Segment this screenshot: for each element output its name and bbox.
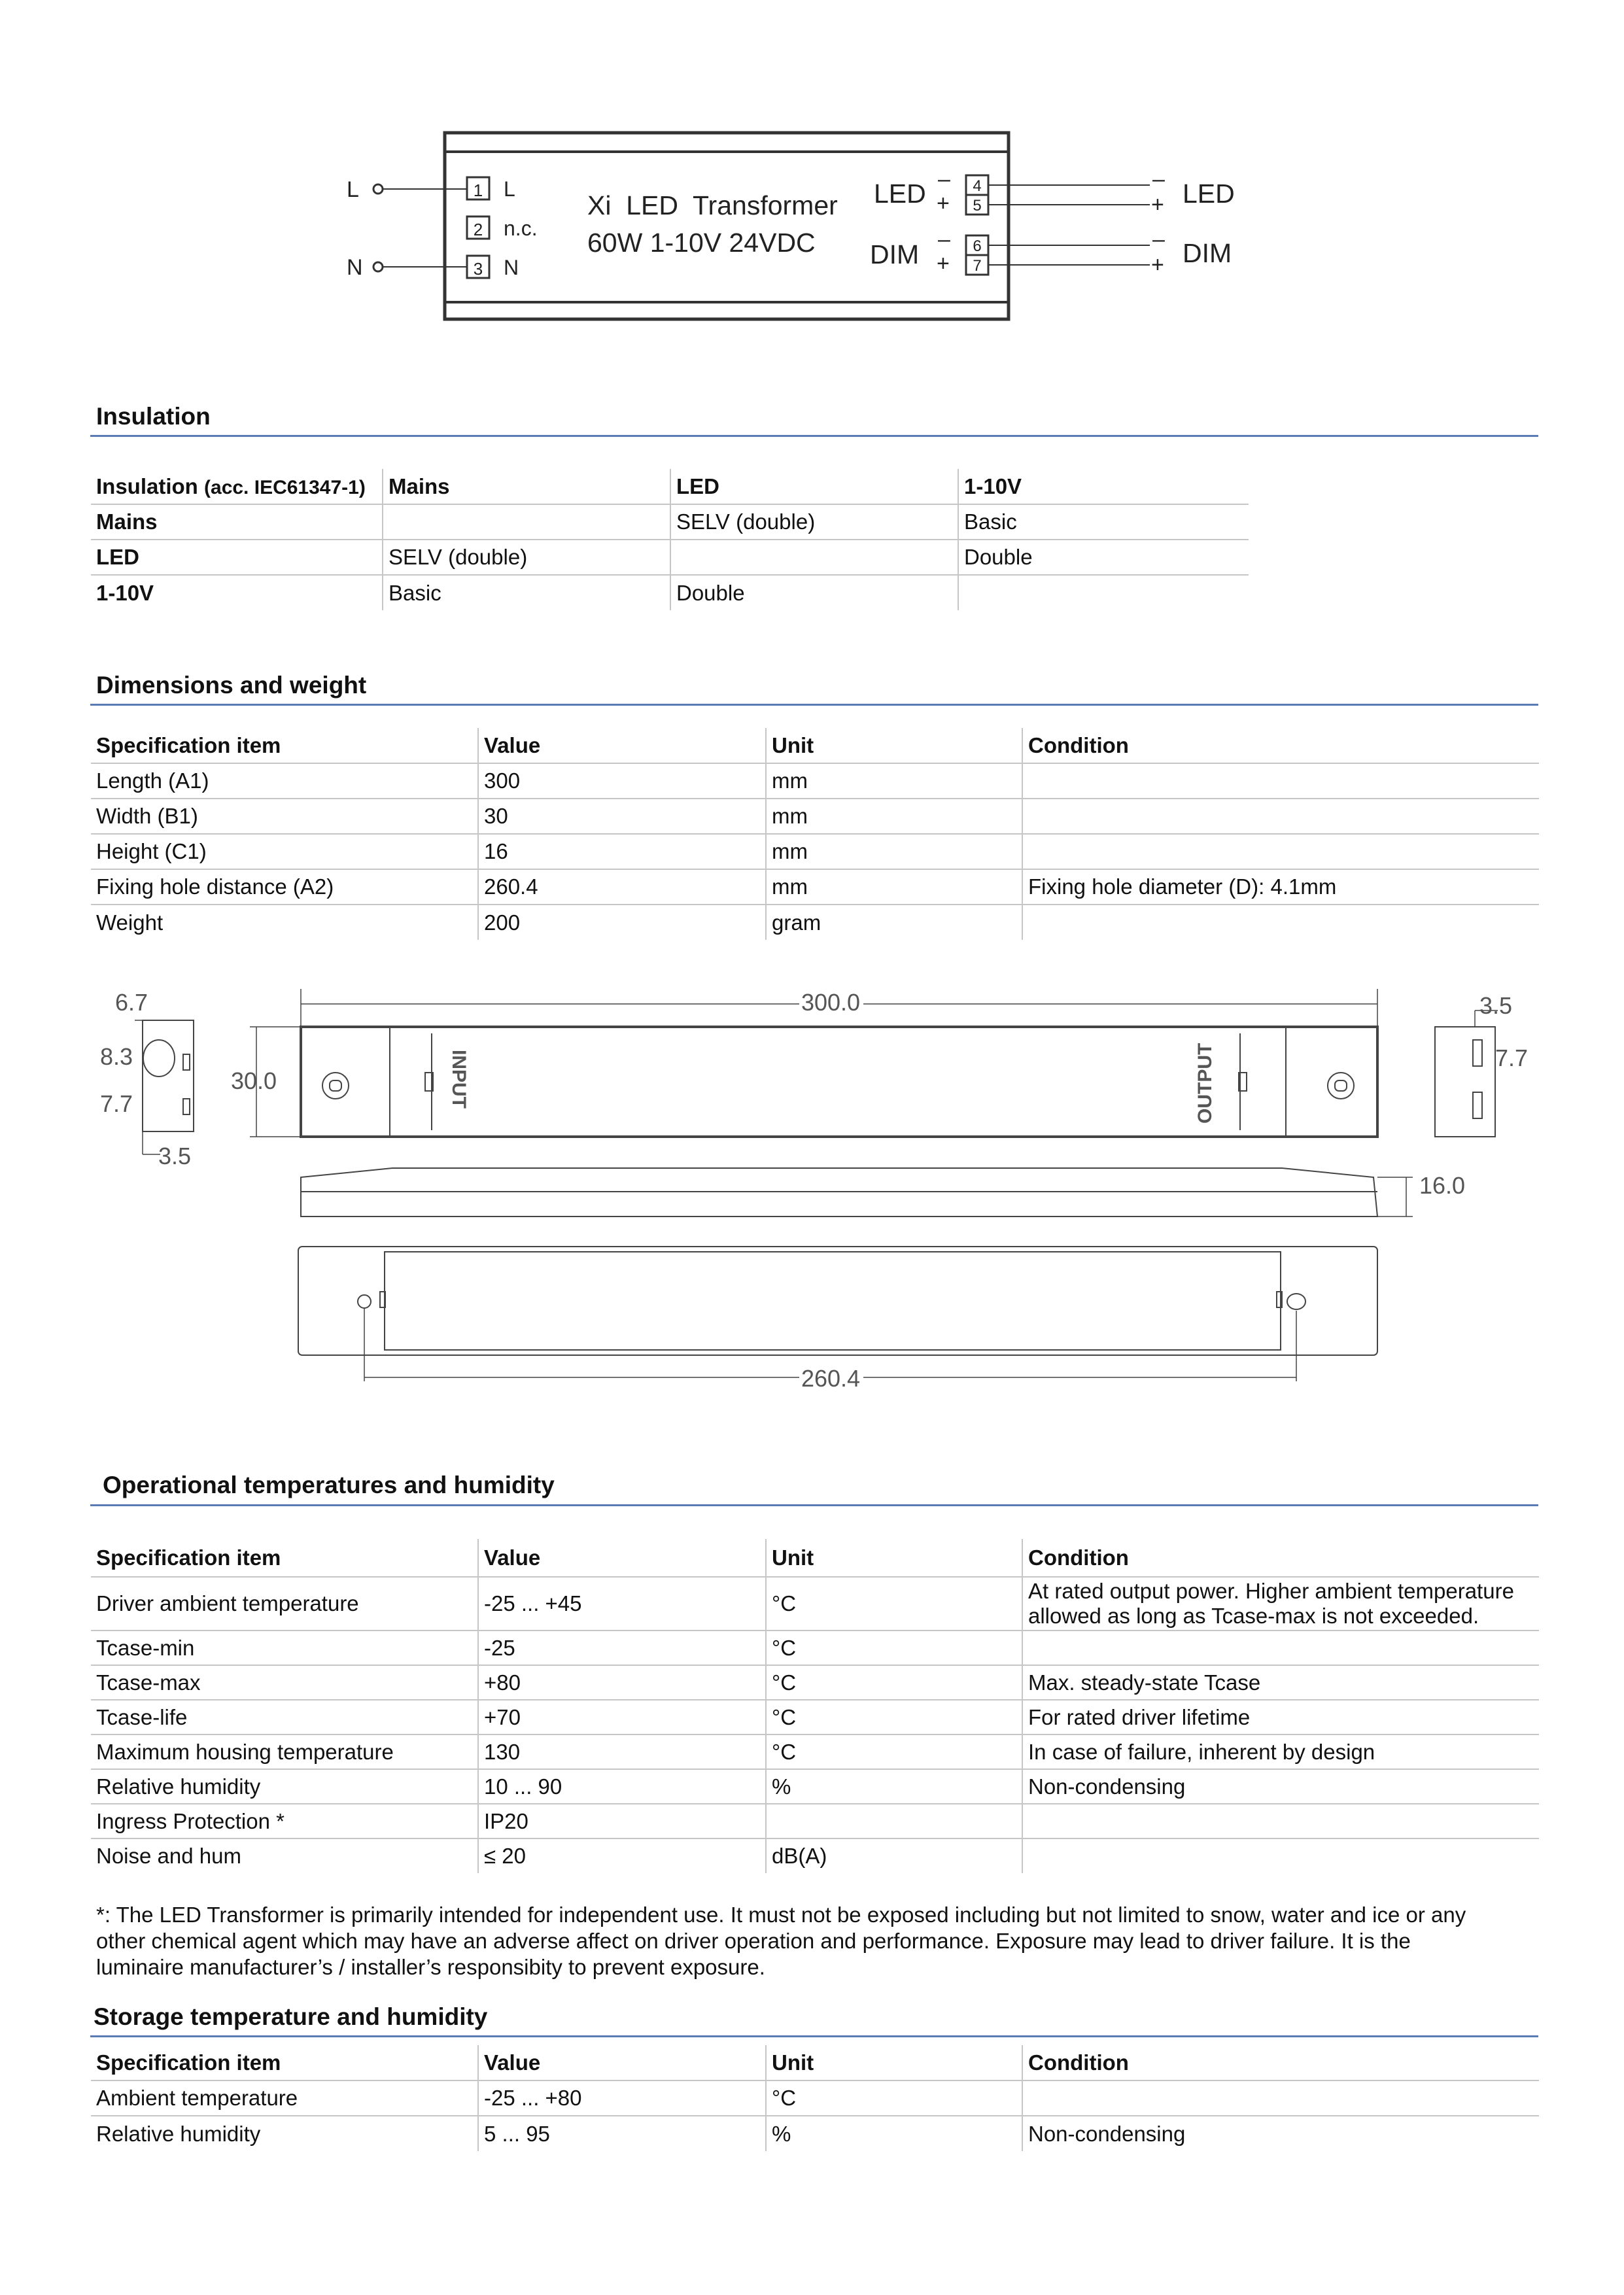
table-cell (670, 540, 958, 575)
output-label: OUTPUT (1194, 1043, 1216, 1124)
led-group-label-inner: LED (874, 179, 926, 209)
table-cell: Maximum housing temperature (91, 1734, 478, 1769)
table-cell: Height (C1) (91, 834, 478, 869)
dim-plus-outer: + (1151, 252, 1164, 277)
table-cell (1022, 799, 1539, 834)
width-dim-label: 30.0 (230, 1067, 277, 1094)
left-end-hole (143, 1040, 175, 1077)
table-cell: Driver ambient temperature (91, 1577, 478, 1631)
operational-divider (90, 1504, 1538, 1506)
fixing-hole-left-slot (330, 1080, 341, 1091)
table-cell: 200 (478, 905, 766, 940)
table-cell: 1-10V (96, 580, 154, 605)
table-row (91, 869, 1539, 905)
table-row (91, 1631, 1539, 1665)
device-spec: 60W 1-10V 24VDC (587, 228, 816, 258)
dim-minus-inner: – (938, 227, 950, 252)
table-cell: 10 ... 90 (478, 1769, 766, 1804)
left-end-clip (183, 1054, 190, 1070)
table-cell: LED (91, 540, 383, 575)
table-header-cell: Unit (766, 2045, 1022, 2080)
hole-distance-label: 260.4 (801, 1365, 861, 1392)
table-cell: % (766, 1769, 1022, 1804)
table-cell: 5 ... 95 (478, 2116, 766, 2151)
table-cell: Tcase-min (91, 1631, 478, 1665)
mains-N-label: N (347, 255, 363, 280)
right-end-clip-2 (1473, 1092, 1482, 1118)
terminal-num-4: 4 (973, 177, 982, 195)
table-row (91, 575, 1249, 610)
dimensions-divider (90, 704, 1538, 706)
table-cell: For rated driver lifetime (1022, 1700, 1539, 1734)
table-row (91, 540, 1249, 575)
bottom-hole-right (1287, 1294, 1305, 1309)
table-header-cell: Condition (1022, 1539, 1539, 1577)
insulation-table (91, 469, 1249, 610)
length-dim-label: 300.0 (801, 989, 861, 1016)
table-cell: Mains (91, 504, 383, 540)
table-cell (1022, 834, 1539, 869)
left-end-clip-2 (183, 1099, 190, 1114)
dim-plus-inner: + (937, 251, 950, 276)
table-cell: % (766, 2116, 1022, 2151)
table-row (91, 1577, 1539, 1631)
terminal-num-1: 1 (473, 181, 483, 200)
table-cell: Basic (958, 504, 1249, 540)
table-header-cell: Specification item (91, 728, 478, 763)
table-cell (766, 1804, 1022, 1838)
table-cell: IP20 (478, 1804, 766, 1838)
table-row (91, 469, 1249, 504)
table-cell: °C (766, 2080, 1022, 2116)
insulation-header-cell: Mains (383, 469, 670, 504)
led-minus-outer: – (1152, 167, 1165, 192)
mains-L-label: L (347, 177, 359, 202)
table-header-cell: Value (478, 1539, 766, 1577)
table-header-cell: Value (478, 728, 766, 763)
table-row (91, 2045, 1539, 2080)
insulation-divider (90, 435, 1538, 437)
table-cell: -25 (478, 1631, 766, 1665)
led-plus-inner: + (937, 191, 950, 216)
table-cell: Width (B1) (91, 799, 478, 834)
led-group-label-outer: LED (1183, 179, 1235, 209)
table-cell: ≤ 20 (478, 1838, 766, 1873)
table-cell: Noise and hum (96, 1844, 241, 1868)
dim-group-label-inner: DIM (870, 239, 920, 269)
terminal-label-2: n.c. (504, 216, 538, 240)
input-label: INPUT (448, 1050, 470, 1109)
table-row (91, 1769, 1539, 1804)
table-row (91, 905, 1539, 940)
table-cell: Max. steady-state Tcase (1022, 1665, 1539, 1700)
dim-minus-outer: – (1152, 227, 1165, 252)
table-row (91, 1700, 1539, 1734)
table-cell: At rated output power. Higher ambient temperature allowed as long as Tcase-max is not exceeded. (1022, 1577, 1539, 1631)
right-end-view (1435, 1027, 1495, 1137)
table-header-cell: Unit (766, 728, 1022, 763)
table-cell: gram (766, 905, 1022, 940)
wiring-diagram (0, 118, 1624, 340)
fixing-hole-right-slot (1335, 1080, 1347, 1091)
table-cell: Tcase-max (91, 1665, 478, 1700)
table-row (91, 2080, 1539, 2116)
terminal-num-2: 2 (473, 220, 483, 239)
table-cell: Tcase-life (91, 1700, 478, 1734)
table-cell: mm (766, 834, 1022, 869)
terminal-N-dot (373, 262, 383, 271)
operational-table (91, 1539, 1539, 1873)
table-cell: Basic (383, 575, 670, 610)
table-cell (1022, 1838, 1539, 1873)
table-cell: In case of failure, inherent by design (1022, 1734, 1539, 1769)
table-cell: dB(A) (766, 1838, 1022, 1873)
table-cell (383, 504, 670, 540)
table-cell: Non-condensing (1022, 2116, 1539, 2151)
left-end-dim-3: 7.7 (100, 1090, 133, 1117)
table-row (91, 763, 1539, 799)
right-end-dim-2: 7.7 (1495, 1044, 1529, 1071)
table-header-cell: Specification item (91, 1539, 478, 1577)
table-header-cell: Condition (1022, 728, 1539, 763)
table-row (91, 728, 1539, 763)
table-cell: +80 (478, 1665, 766, 1700)
fixing-hole-right (1328, 1073, 1354, 1099)
table-header-cell: Unit (766, 1539, 1022, 1577)
table-cell: 30 (478, 799, 766, 834)
table-row (91, 2116, 1539, 2151)
insulation-header-cell: Insulation (acc. IEC61347-1) (91, 469, 383, 504)
left-end-dim-1: 6.7 (115, 989, 148, 1016)
table-cell (1022, 905, 1539, 940)
table-cell: SELV (double) (670, 504, 958, 540)
height-dim-label: 16.0 (1419, 1172, 1466, 1199)
storage-title: Storage temperature and humidity (94, 2003, 488, 2030)
dimensions-title: Dimensions and weight (96, 672, 367, 699)
led-plus-outer: + (1151, 192, 1164, 217)
table-cell: °C (766, 1631, 1022, 1665)
table-cell: +70 (478, 1700, 766, 1734)
table-cell (1022, 2080, 1539, 2116)
ingress-footnote: *: The LED Transformer is primarily intended for independent use. It must not be exposed including but not limited to snow, water and ice or any other chemical agent which may have an adverse affect on driver operation and performance. Exposure may lead to driver failure. It is the luminaire manufacturer’s / installer’s responsibity to prevent exposure. (96, 1903, 1466, 1979)
table-cell: mm (766, 799, 1022, 834)
terminal-num-7: 7 (973, 257, 982, 275)
table-cell (1022, 1631, 1539, 1665)
table-cell: 260.4 (478, 869, 766, 905)
bottom-view-panel (385, 1252, 1281, 1350)
table-cell (1022, 1804, 1539, 1838)
table-cell: 130 (478, 1734, 766, 1769)
fixing-hole-left (322, 1073, 349, 1099)
storage-table (91, 2045, 1539, 2151)
table-cell: Ambient temperature (91, 2080, 478, 2116)
table-cell: 300 (478, 763, 766, 799)
terminal-L-dot (373, 184, 383, 194)
table-cell: mm (766, 869, 1022, 905)
table-cell: Fixing hole diameter (D): 4.1mm (1022, 869, 1539, 905)
bottom-view-body (298, 1247, 1377, 1355)
insulation-title: Insulation (96, 403, 211, 430)
table-cell: -25 ... +80 (478, 2080, 766, 2116)
table-row (91, 504, 1249, 540)
table-cell: Relative humidity (96, 2121, 261, 2146)
table-cell: mm (766, 763, 1022, 799)
terminal-label-3: N (504, 256, 519, 279)
table-row (91, 834, 1539, 869)
left-end-dim-2: 8.3 (100, 1043, 133, 1070)
table-row (91, 1539, 1539, 1577)
table-cell: 16 (478, 834, 766, 869)
table-header-cell: Specification item (91, 2045, 478, 2080)
terminal-num-5: 5 (973, 197, 982, 215)
dim-group-label-outer: DIM (1183, 238, 1232, 268)
table-cell: Length (A1) (91, 763, 478, 799)
mechanical-drawing (0, 975, 1624, 1400)
terminal-num-6: 6 (973, 237, 982, 255)
table-cell (1022, 763, 1539, 799)
right-end-clip (1473, 1040, 1482, 1066)
table-cell: °C (766, 1700, 1022, 1734)
insulation-header-cell: LED (670, 469, 958, 504)
operational-title: Operational temperatures and humidity (103, 1472, 555, 1498)
table-cell: Relative humidity (91, 1769, 478, 1804)
table-row (91, 1665, 1539, 1700)
left-end-dim-4: 3.5 (158, 1143, 192, 1169)
table-cell: -25 ... +45 (478, 1577, 766, 1631)
dimensions-table (91, 728, 1539, 940)
device-name: Xi LED Transformer (587, 190, 838, 220)
table-row (91, 799, 1539, 834)
table-header-cell: Value (478, 2045, 766, 2080)
right-end-dim-1: 3.5 (1479, 992, 1513, 1019)
table-cell: °C (766, 1577, 1022, 1631)
terminal-num-3: 3 (473, 259, 483, 279)
bottom-hole-left (358, 1295, 371, 1308)
storage-divider (90, 2035, 1538, 2037)
table-cell: °C (766, 1665, 1022, 1700)
table-cell: Fixing hole distance (A2) (91, 869, 478, 905)
insulation-header-cell: 1-10V (958, 469, 1249, 504)
table-row (91, 1804, 1539, 1838)
table-cell: Double (958, 540, 1249, 575)
table-cell: Double (670, 575, 958, 610)
table-row (91, 1734, 1539, 1769)
table-header-cell: Condition (1022, 2045, 1539, 2080)
table-cell: Non-condensing (1022, 1769, 1539, 1804)
led-minus-inner: – (938, 167, 950, 192)
table-cell: Weight (96, 910, 164, 935)
table-row (91, 1838, 1539, 1873)
table-cell (958, 575, 1249, 610)
terminal-label-1: L (504, 177, 515, 201)
table-cell: °C (766, 1734, 1022, 1769)
table-cell: SELV (double) (383, 540, 670, 575)
table-cell: Ingress Protection * (91, 1804, 478, 1838)
